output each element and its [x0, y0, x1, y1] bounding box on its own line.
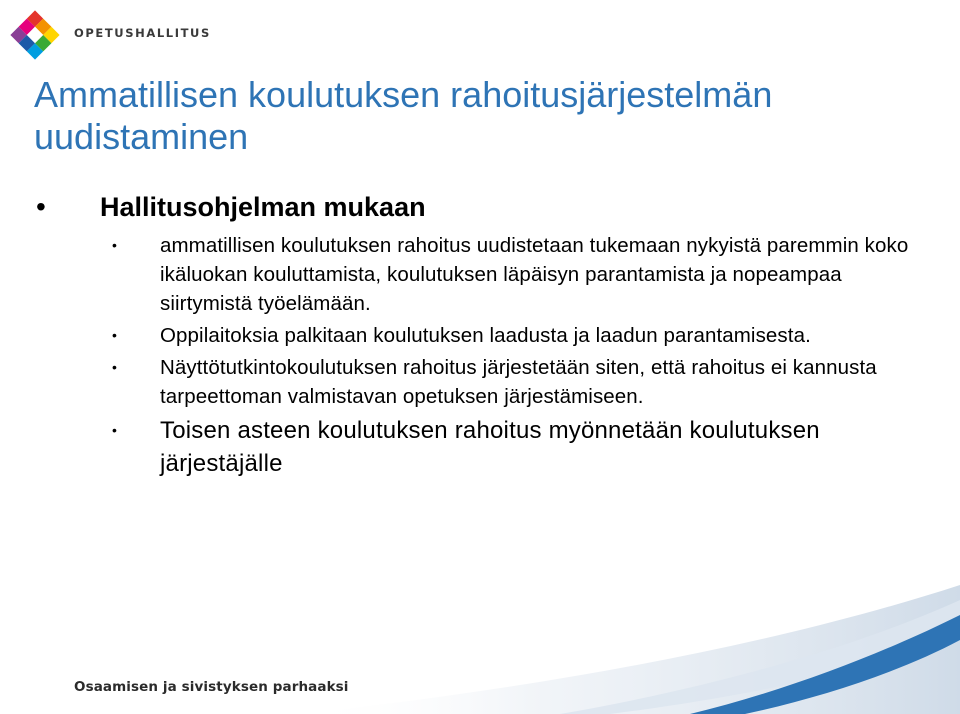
list-item-text: Oppilaitoksia palkitaan koulutuksen laadusta ja laadun parantamisesta. [160, 324, 811, 347]
list-item [0, 231, 960, 318]
list-item [0, 353, 960, 411]
bullet-marker: • [112, 422, 118, 438]
diamond-mosaic-logo-icon [6, 6, 64, 64]
main-bullet-marker: • [36, 191, 46, 222]
list-item-text: Toisen asteen koulutuksen rahoitus myönnetään koulutuksen järjestäjälle [160, 417, 820, 477]
brand-name: OPETUSHALLITUS [74, 26, 211, 40]
main-bullet-label: Hallitusohjelman mukaan [100, 192, 426, 222]
list-item [0, 321, 960, 350]
list-item-text: Näyttötutkintokoulutuksen rahoitus järjestetään siten, että rahoitus ei kannusta tarpeettoman valmistavan opetuksen järjestämiseen. [160, 356, 877, 408]
bullet-marker: • [112, 237, 118, 253]
list-item [0, 414, 960, 480]
bullet-marker: • [112, 327, 118, 343]
sub-bullet-list [0, 231, 960, 481]
bullet-marker: • [112, 359, 118, 375]
list-item-text: ammatillisen koulutuksen rahoitus uudistetaan tukemaan nykyistä paremmin koko ikäluokan kouluttamista, koulutuksen läpäisyn parantamista ja nopeampaa siirtymistä työelämään. [160, 234, 909, 315]
slide-title: Ammatillisen koulutuksen rahoitusjärjestelmän uudistaminen [34, 74, 773, 157]
footer-tagline: Osaamisen ja sivistyksen parhaaksi [74, 679, 349, 695]
